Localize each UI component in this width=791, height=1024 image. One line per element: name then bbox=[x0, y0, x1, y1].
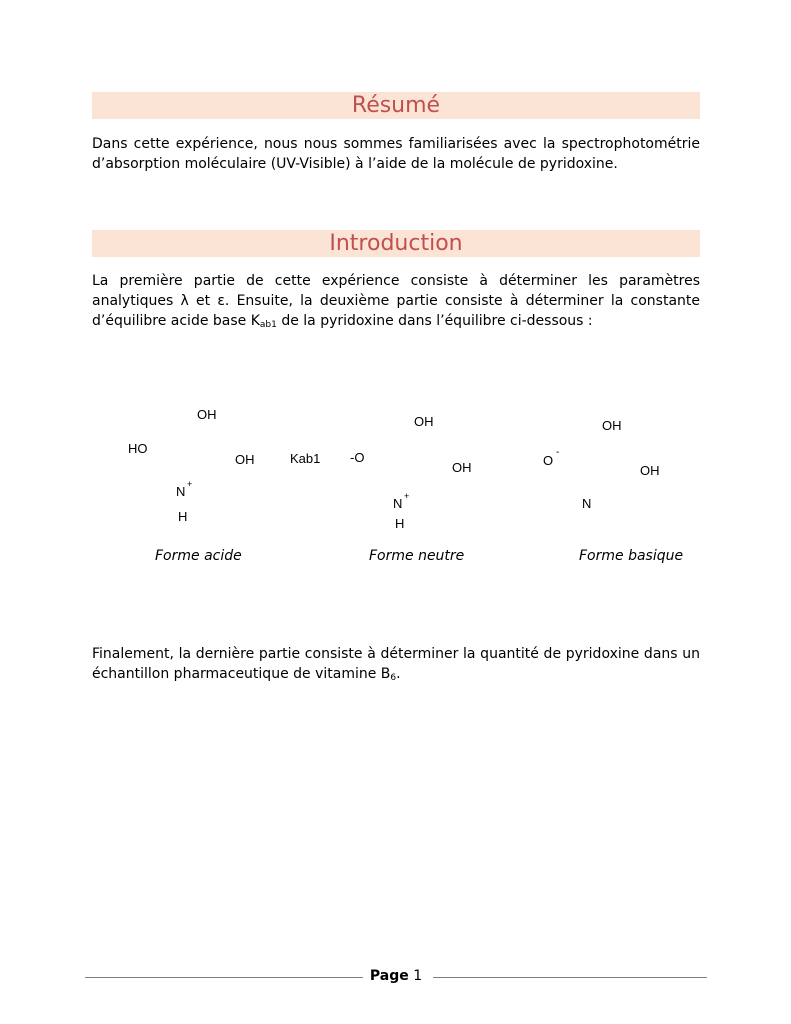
acid-plus-charge: + bbox=[187, 479, 193, 489]
resume-heading: Résumé bbox=[92, 92, 700, 119]
caption-neutral-form: Forme neutre bbox=[369, 548, 465, 564]
footer-rule-right bbox=[433, 977, 707, 978]
neutral-oh-right-label: OH bbox=[452, 460, 472, 475]
resume-paragraph: Dans cette expérience, nous nous sommes familiarisées avec la spectrophotométrie d’absorption moléculaire (UV-Visible) à l’aide de la molécule de pyridoxine. bbox=[92, 136, 700, 172]
conclusion-text: Finalement, la dernière partie consiste à déterminer la quantité de pyridoxine dans un échantillon pharmaceutique de vitamine B bbox=[92, 646, 700, 682]
basic-minus-charge: - bbox=[556, 447, 560, 458]
page-label: Page bbox=[369, 968, 409, 984]
neutral-oh-top-label: OH bbox=[414, 414, 434, 429]
neutral-h-label: H bbox=[395, 516, 405, 531]
introduction-heading: Introduction bbox=[92, 230, 700, 257]
neutral-plus-charge: + bbox=[404, 491, 410, 501]
acid-oh-top-label: OH bbox=[197, 407, 217, 422]
page-number: 1 bbox=[413, 968, 423, 984]
kab-subscript: ab1 bbox=[259, 320, 277, 330]
acid-ho-label: HO bbox=[128, 441, 148, 456]
footer-rule-left bbox=[85, 977, 363, 978]
introduction-text-end: de la pyridoxine dans l’équilibre ci-dessous : bbox=[276, 313, 593, 329]
caption-basic-form: Forme basique bbox=[579, 548, 684, 564]
introduction-text: La première partie de cette expérience consiste à déterminer les paramètres analytiques λ et ε. Ensuite, la deuxième partie consiste à déterminer la constante d’équilibre acide base K bbox=[92, 273, 700, 329]
kab1-label: Kab1 bbox=[290, 451, 321, 466]
basic-oh-top-label: OH bbox=[602, 418, 622, 433]
acid-oh-right-label: OH bbox=[235, 452, 255, 467]
b6-subscript: 6 bbox=[390, 673, 397, 683]
acid-h-label: H bbox=[178, 509, 188, 524]
introduction-paragraph bbox=[92, 271, 700, 335]
neutral-n-label: N bbox=[393, 496, 403, 511]
basic-o-label: O bbox=[543, 453, 554, 468]
caption-acid-form: Forme acide bbox=[155, 548, 242, 564]
acid-n-label: N bbox=[176, 484, 186, 499]
conclusion-text-end: . bbox=[396, 666, 401, 682]
pyridoxine-equilibrium-scheme bbox=[0, 395, 791, 540]
basic-n-label: N bbox=[582, 496, 592, 511]
basic-oh-right-label: OH bbox=[640, 463, 660, 478]
neutral-o-minus-label: -O bbox=[350, 450, 365, 465]
conclusion-paragraph bbox=[92, 644, 700, 688]
page-footer bbox=[362, 968, 430, 984]
